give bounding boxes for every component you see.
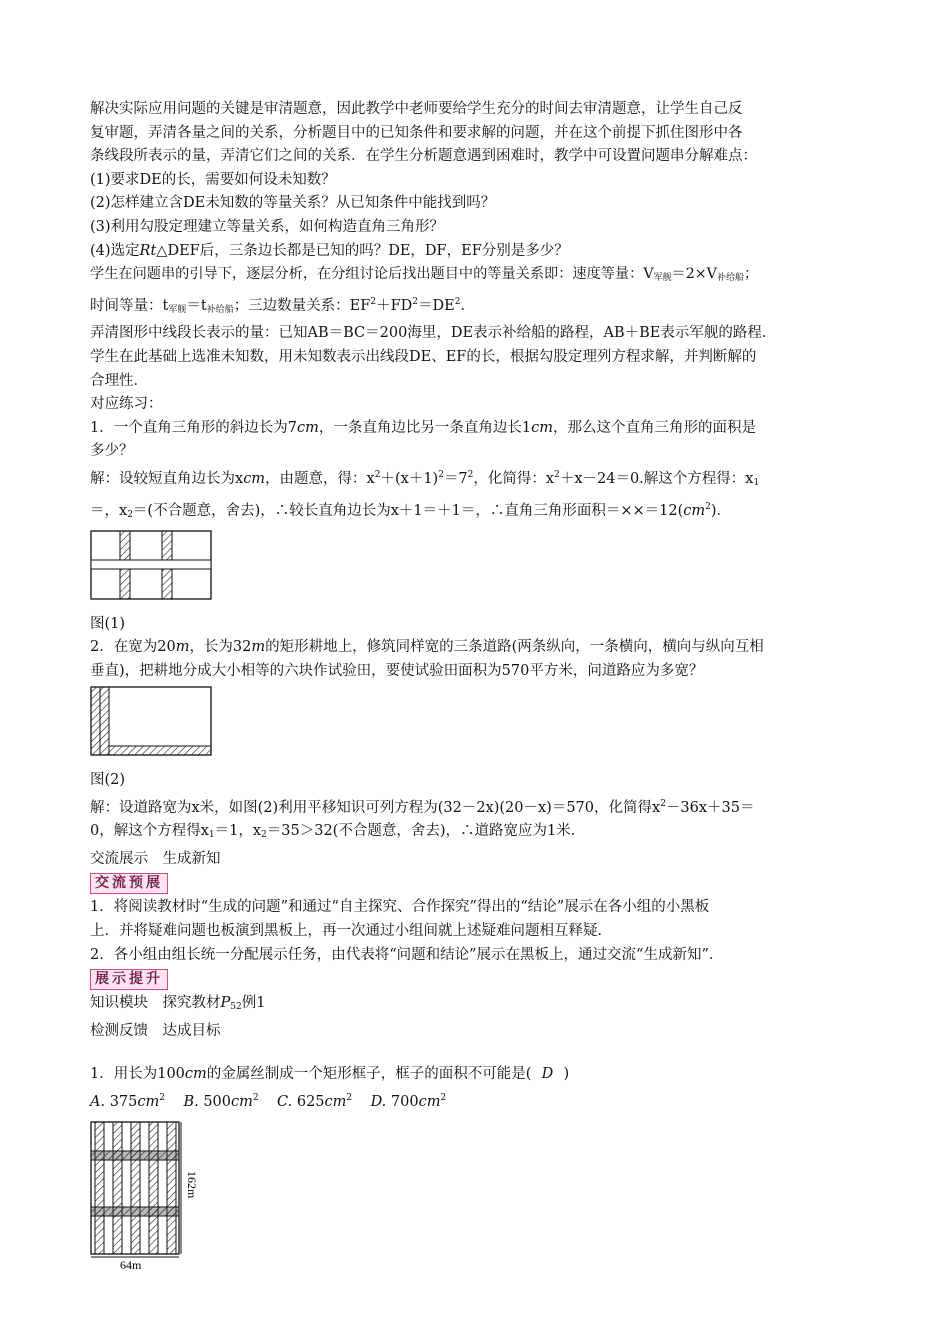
figure-2 <box>90 686 870 767</box>
practice-problem-2: 垂直)，把耕地分成大小相等的六块作试验田，要使试验田面积为570平方米，问道路应为多宽？ <box>90 662 704 679</box>
analysis-line: 学生在问题串的引导下，逐层分析，在分组讨论后找出题目中的等量关系即：速度等量：$V_{军舰}=2\times V_{补给船}$； <box>90 266 759 284</box>
exchange-heading: 交流展示 生成新知 <box>90 850 221 867</box>
practice-problem-2: 2．在宽为20m，长为32m的矩形耕地上，修筑同样宽的三条道路(两条纵向，一条横向，横向与纵向互相 <box>90 639 764 656</box>
intro-line: 复审题，弄清各量之间的关系，分析题目中的已知条件和要求解的问题，并在这个前提下抓住图形中各 <box>90 124 743 141</box>
exchange-item-1: 1．将阅读教材时“生成的问题”和通过“自主探究、合作探究”得出的“结论”展示在各小组的小黑板 <box>90 899 710 916</box>
practice-solution-2: 解：设道路宽为x米，如图(2)利用平移知识可列方程为(32－2x)(20－x)＝570，化简得$x^2-36x+35=$ <box>90 798 755 816</box>
practice-solution-1: ＝，$x_2=$(不合题意，舍去)，∴较长直角边长为x＋1＝＋1＝，∴直角三角形面积$=\times\times=12(cm^2)$． <box>90 501 732 520</box>
badge-exchange-preview: 交流预展 <box>90 871 870 896</box>
fig3-width-label: 64m <box>120 1257 142 1271</box>
test-options: A. $375cm^2$ B. $500cm^2$ C. $625cm^2$ D. $700cm^2$ <box>90 1093 447 1110</box>
figure-1 <box>90 530 870 611</box>
intro-line: 解决实际应用问题的关键是审清题意，因此教学中老师要给学生充分的时间去审清题意，让学生自己反 <box>90 101 743 117</box>
question-3: (3)利用勾股定理建立等量关系，如何构造直角三角形？ <box>90 218 445 235</box>
badge-show-improve: 展示提升 <box>90 967 870 992</box>
figure-2-caption: 图(2) <box>90 772 126 789</box>
practice-solution-1: 解：设较短直角边长为xcm，由题意，得：$x^2+(x+1)^2=7^2$，化简得：$x^2+x-24=0$.解这个方程得：$x_1$ <box>90 469 760 488</box>
test-question-1: 1．用长为100cm的金属丝制成一个矩形框子，框子的面积不可能是( D ) <box>90 1063 870 1087</box>
analysis-line: 时间等量：$t_{军舰}=t_{补给船}$；三边数量关系：$EF^2+FD^2=DE^2$． <box>90 296 475 315</box>
practice-problem-1: 多少？ <box>90 443 134 460</box>
analysis-line: 学生在此基础上选准未知数，用未知数表示出线段DE、EF的长，根据勾股定理列方程求解，并判断解的 <box>90 348 757 365</box>
check-feedback-heading: 检测反馈 达成目标 <box>90 1022 221 1039</box>
figure-1-caption: 图(1) <box>90 615 126 632</box>
question-2: (2)怎样建立含DE未知数的等量关系？从已知条件中能找到吗？ <box>90 195 496 212</box>
knowledge-module: 知识模块 探究教材$P_{52}$例1 <box>90 995 266 1013</box>
exchange-item-1: 上．并将疑难问题也板演到黑板上，再一次通过小组间就上述疑难问题相互释疑． <box>90 923 612 940</box>
question-1: (1)要求DE的长，需要如何设未知数？ <box>90 171 336 188</box>
practice-heading: 对应练习： <box>90 396 163 413</box>
exchange-item-2: 2．各小组由组长统一分配展示任务，由代表将“问题和结论”展示在黑板上，通过交流“生成新知”． <box>90 946 724 963</box>
answer-choice: D <box>541 1066 554 1083</box>
figure-3 <box>90 1121 870 1280</box>
fig3-height-label: 162m <box>185 1170 199 1198</box>
practice-solution-2: 0，解这个方程得$x_1=1$，$x_2=35>32$(不合题意，舍去)，∴道路宽应为1米． <box>90 823 586 841</box>
practice-problem-1: 1．一个直角三角形的斜边长为7cm，一条直角边比另一条直角边长1cm，那么这个直角三角形的面积是 <box>90 419 756 436</box>
analysis-line: 合理性． <box>90 372 148 389</box>
analysis-line: 弄清图形中线段长表示的量：已知AB＝BC＝200海里，DE表示补给船的路程，AB＋BE表示军舰的路程． <box>90 325 777 342</box>
document-page <box>90 98 870 1281</box>
question-4: (4)选定Rt△DEF后，三条边长都是已知的吗？DE，DF，EF分别是多少？ <box>90 242 569 259</box>
intro-line: 条线段所表示的量，弄清它们之间的关系．在学生分析题意遇到困难时，教学中可设置问题串分解难点： <box>90 148 757 165</box>
